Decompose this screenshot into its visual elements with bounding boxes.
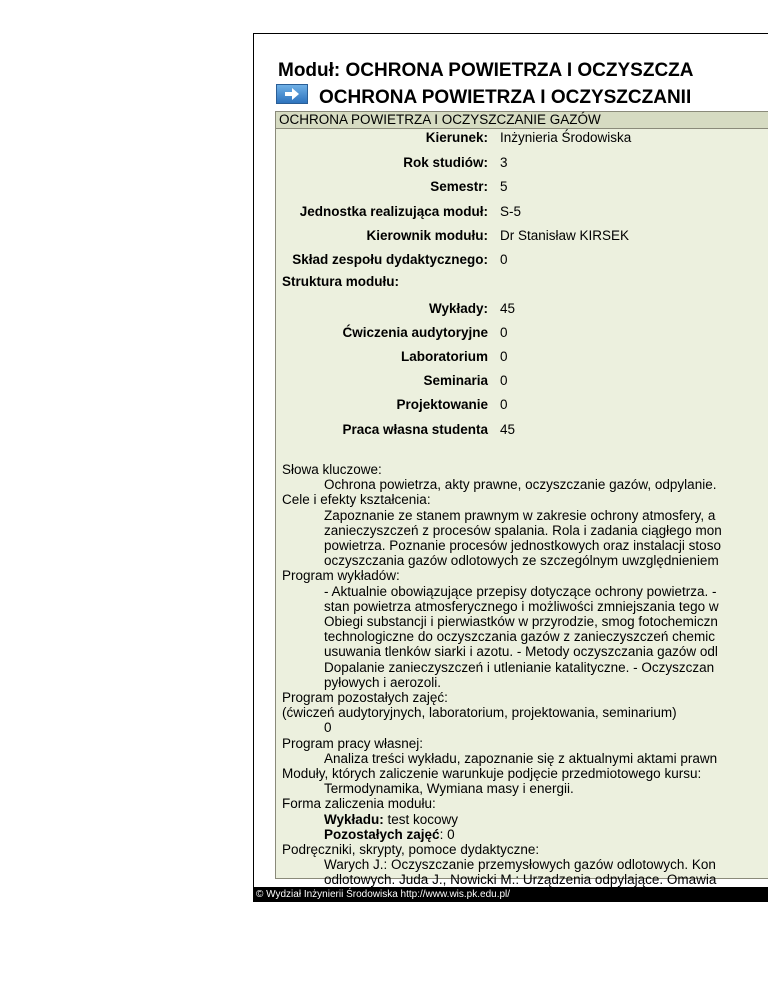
cele-label: Cele i efekty kształcenia: xyxy=(282,492,431,508)
program-line: Dopalanie zanieczyszczeń i utlenianie katalityczne. - Oczyszczan xyxy=(324,659,715,675)
slowa-text: Ochrona powietrza, akty prawne, oczyszczanie gazów, odpylanie. xyxy=(324,477,717,493)
cwiczenia-value: 0 xyxy=(500,325,508,340)
praca-value: 45 xyxy=(500,422,516,437)
module-panel xyxy=(275,111,768,888)
program-label: Program wykładów: xyxy=(282,568,400,584)
cele-line: zanieczyszczeń z procesów spalania. Rola i zadania ciągłego mon xyxy=(324,522,722,538)
semestr-value: 5 xyxy=(500,179,508,194)
forma-pozostale-label: Pozostałych zajęć xyxy=(324,826,440,842)
arrow-right-icon[interactable] xyxy=(276,84,308,104)
cwiczenia-label: Ćwiczenia audytoryjne xyxy=(342,325,488,340)
rok-value: 3 xyxy=(500,155,508,170)
moduly-label: Moduły, których zaliczenie warunkuje podjęcie przedmiotowego kursu: xyxy=(282,766,702,782)
forma-pozostale-row xyxy=(282,827,722,842)
praca-wlasna-line: Analiza treści wykładu, zapoznanie się z aktualnymi aktami prawn xyxy=(324,750,718,766)
pozostale-value: 0 xyxy=(324,720,332,736)
laboratorium-label: Laboratorium xyxy=(400,349,488,364)
cele-line: Zapoznanie ze stanem prawnym w zakresie ochrony atmosfery, a xyxy=(324,507,716,523)
cele-line: powietrza. Poznanie procesów jednostkowych oraz instalacji stoso xyxy=(324,538,721,554)
program-line: usuwania tlenków siarki i azotu. - Metody oczyszczania gazów odl xyxy=(324,644,718,660)
jednostka-value: S-5 xyxy=(500,204,522,219)
panel-header: OCHRONA POWIETRZA I OCZYSZCZANIE GAZÓW xyxy=(276,112,768,129)
forma-wyklad-label: Wykładu: xyxy=(324,811,384,827)
program-line: Obiegi substancji i pierwiastków w przyrodzie, smog fotochemiczn xyxy=(324,614,718,630)
projektowanie-value: 0 xyxy=(500,397,508,412)
module-title: Moduł: OCHRONA POWIETRZA I OCZYSZCZA xyxy=(278,60,694,81)
wyklady-label: Wykłady: xyxy=(428,301,488,316)
forma-pozostale-value: : 0 xyxy=(439,826,455,842)
footer-copyright: © Wydział Inżynierii Środowiska http://www.wis.pk.edu.pl/ xyxy=(254,887,768,902)
program-line: stan powietrza atmosferycznego i możliwości zmniejszania tego w xyxy=(324,598,719,614)
sklad-label: Skład zespołu dydaktycznego: xyxy=(292,252,488,267)
laboratorium-value: 0 xyxy=(500,349,508,364)
praca-label: Praca własna studenta xyxy=(342,422,488,437)
program-line: technologiczne do oczyszczania gazów z zanieczyszczeń chemic xyxy=(324,629,715,645)
jednostka-label: Jednostka realizująca moduł: xyxy=(299,204,488,219)
rok-label: Rok studiów: xyxy=(403,155,488,170)
kierunek-label: Kierunek: xyxy=(425,130,488,145)
kierownik-label: Kierownik modułu: xyxy=(366,228,488,243)
cele-line: oczyszczania gazów odlotowych ze szczególnym uwzględnieniem xyxy=(324,553,719,569)
seminaria-label: Seminaria xyxy=(423,373,488,388)
program-line: pyłowych i aerozoli. xyxy=(324,674,442,690)
projektowanie-label: Projektowanie xyxy=(396,397,488,412)
module-description xyxy=(282,462,722,888)
module-subtitle: OCHRONA POWIETRZA I OCZYSZCZANII xyxy=(319,87,692,108)
podreczniki-label: Podręczniki, skrypty, pomoce dydaktyczne: xyxy=(282,842,540,858)
struktura-title: Struktura modułu: xyxy=(282,274,399,289)
podreczniki-line: odlotowych. Juda J., Nowicki M.: Urządzenia odpylające. Omawia xyxy=(324,872,717,888)
podreczniki-line: Warych J.: Oczyszczanie przemysłowych gazów odlotowych. Kon xyxy=(324,857,716,873)
forma-label: Forma zaliczenia modułu: xyxy=(282,796,436,812)
program-line: - Aktualnie obowiązujące przepisy dotyczące ochrony powietrza. - xyxy=(324,583,717,599)
praca-wlasna-label: Program pracy własnej: xyxy=(282,735,424,751)
wyklady-value: 45 xyxy=(500,301,516,316)
forma-wyklad-value: test kocowy xyxy=(383,811,459,827)
document-page xyxy=(253,33,768,902)
moduly-line: Termodynamika, Wymiana masy i energii. xyxy=(324,781,574,797)
kierownik-value: Dr Stanisław KIRSEK xyxy=(500,228,630,243)
slowa-label: Słowa kluczowe: xyxy=(282,462,382,477)
pozostale-sub: (ćwiczeń audytoryjnych, laboratorium, projektowania, seminarium) xyxy=(282,705,677,721)
forma-wyklad-row xyxy=(282,812,722,827)
sklad-value: 0 xyxy=(500,252,508,267)
kierunek-value: Inżynieria Środowiska xyxy=(500,130,632,145)
semestr-label: Semestr: xyxy=(430,179,488,194)
pozostale-label: Program pozostałych zajęć: xyxy=(282,690,448,706)
seminaria-value: 0 xyxy=(500,373,508,388)
